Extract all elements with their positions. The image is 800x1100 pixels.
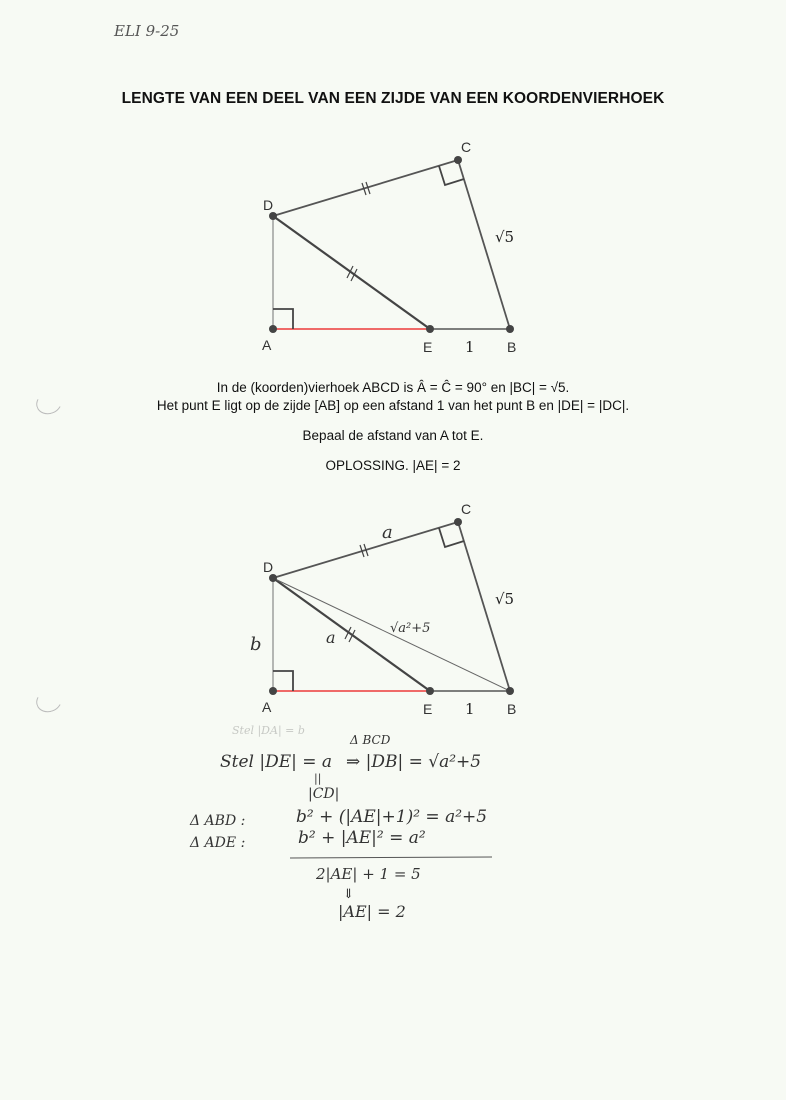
right-angle-a bbox=[273, 671, 293, 691]
handwritten-solution bbox=[189, 724, 492, 921]
faint-note: Stel |DA| = b bbox=[232, 724, 305, 737]
hw-label-abd: Δ ABD : bbox=[190, 813, 246, 829]
figure-1 bbox=[262, 139, 516, 356]
hw-label-ade: Δ ADE : bbox=[190, 835, 246, 851]
page-title: LENGTE VAN EEN DEEL VAN EEN ZIJDE VAN EEN KOORDENVIERHOEK bbox=[121, 90, 665, 107]
point-a bbox=[269, 325, 277, 333]
point-b bbox=[506, 325, 514, 333]
label-d: D bbox=[263, 559, 274, 575]
point-e bbox=[426, 687, 434, 695]
label-bc: √5 bbox=[495, 590, 515, 608]
label-c: C bbox=[461, 139, 472, 155]
label-c: C bbox=[461, 501, 472, 517]
label-e: E bbox=[423, 339, 433, 355]
hw-definition: Stel |DE| = a bbox=[220, 752, 333, 772]
figure-2 bbox=[250, 501, 516, 718]
point-c bbox=[454, 518, 462, 526]
label-eb: 1 bbox=[465, 338, 475, 356]
point-d bbox=[269, 574, 277, 582]
point-a bbox=[269, 687, 277, 695]
label-de-a: a bbox=[326, 628, 336, 647]
right-angle-a bbox=[273, 309, 293, 329]
label-db: √a²+5 bbox=[390, 621, 431, 636]
problem-line-2: Het punt E ligt op de zijde [AB] op een afstand 1 van het punt B en |DE| = |DC|. bbox=[156, 398, 630, 413]
hw-db-result: ⇒ |DB| = √a²+5 bbox=[346, 752, 482, 772]
problem-task: Bepaal de afstand van A tot E. bbox=[302, 428, 484, 443]
label-e: E bbox=[423, 701, 433, 717]
hw-triangle-bcd: Δ BCD bbox=[350, 733, 391, 747]
point-c bbox=[454, 156, 462, 164]
hw-equation-1: b² + (|AE|+1)² = a²+5 bbox=[296, 807, 488, 827]
point-e bbox=[426, 325, 434, 333]
segment-de bbox=[273, 216, 430, 329]
label-ad-b: b bbox=[250, 634, 262, 655]
hw-subtract-line bbox=[290, 857, 492, 858]
page-edge bbox=[786, 0, 800, 1100]
side-cd bbox=[273, 160, 458, 216]
label-bc: √5 bbox=[495, 228, 515, 246]
label-a: A bbox=[262, 699, 272, 715]
problem-solution: OPLOSSING. |AE| = 2 bbox=[325, 458, 461, 473]
hw-equal-mark: || bbox=[314, 772, 322, 785]
problem-line-1: In de (koorden)vierhoek ABCD is Â = Ĉ = 90° en |BC| = √5. bbox=[216, 380, 570, 395]
label-a: A bbox=[262, 337, 272, 353]
page-reference: ELI 9-25 bbox=[114, 22, 180, 40]
label-dc-a: a bbox=[382, 522, 393, 543]
hw-cd: |CD| bbox=[308, 786, 340, 802]
hw-arrow: ⇓ bbox=[343, 887, 354, 902]
label-eb: 1 bbox=[465, 700, 475, 718]
label-b: B bbox=[507, 701, 517, 717]
label-b: B bbox=[507, 339, 517, 355]
hw-equation-2: b² + |AE|² = a² bbox=[298, 828, 426, 848]
label-d: D bbox=[263, 197, 274, 213]
point-d bbox=[269, 212, 277, 220]
hw-result-2: |AE| = 2 bbox=[338, 902, 406, 921]
hw-result-1: 2|AE| + 1 = 5 bbox=[316, 865, 421, 883]
point-b bbox=[506, 687, 514, 695]
